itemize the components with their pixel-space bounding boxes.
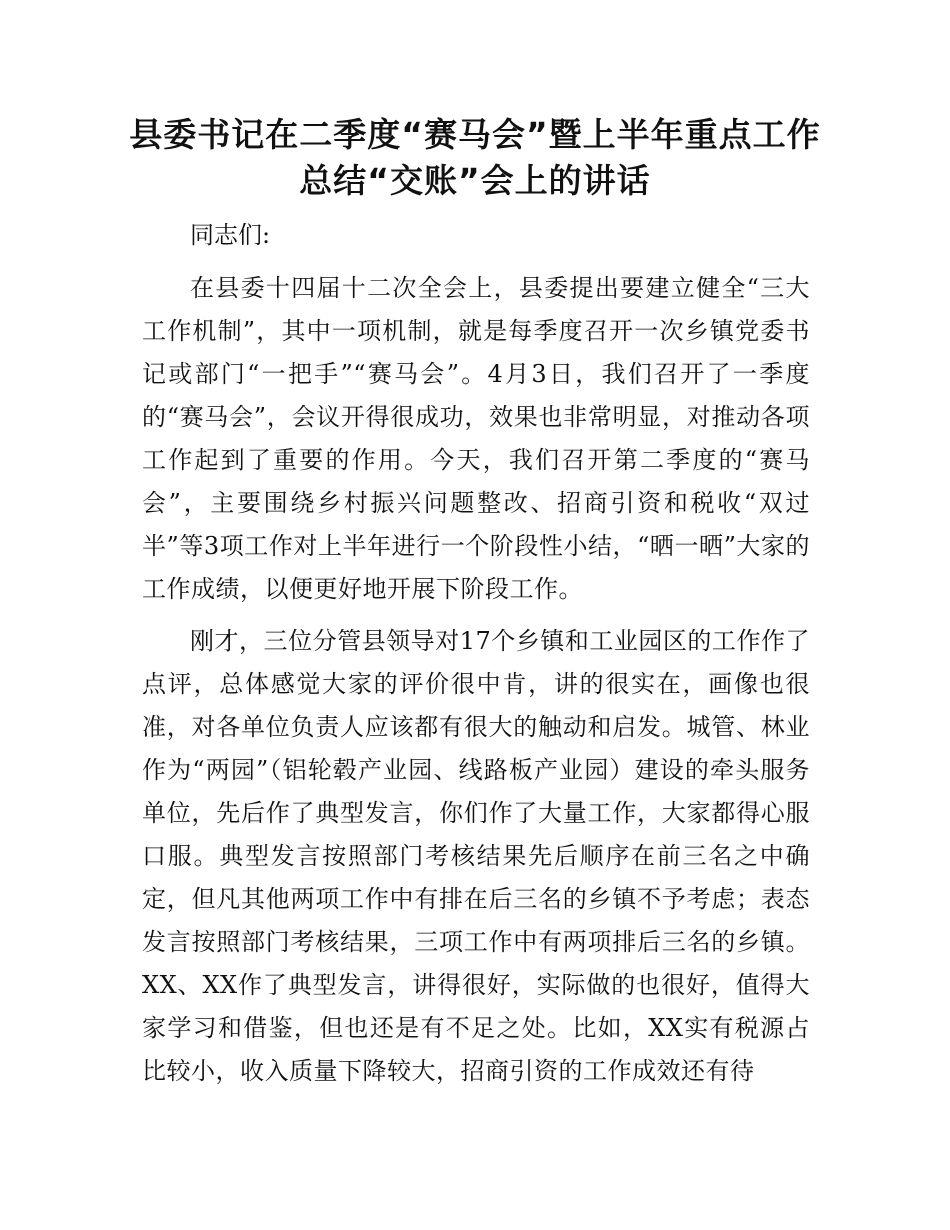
document-body [142, 213, 810, 1102]
document-title: 县委书记在二季度“赛马会”暨上半年重点工作总结“交账”会上的讲话 [129, 115, 821, 200]
paragraph-1: 在县委十四届十二次全会上，县委提出要建立健全“三大工作机制”，其中一项机制，就是每季度召开一次乡镇党委书记或部门“一把手”“赛马会”。4月3日，我们召开了一季度的“赛马会”，会议开得很成功，效果也非常明显，对推动各项工作起到了重要的作用。今天，我们召开第二季度的“赛马会”，主要围绕乡村振兴问题整改、招商引资和税收“双过半”等3项工作对上半年进行一个阶段性小结，“晒一晒”大家的工作成绩，以便更好地开展下阶段工作。 [142, 274, 810, 603]
paragraph-2: 刚才，三位分管县领导对17个乡镇和工业园区的工作作了点评，总体感觉大家的评价很中肯，讲的很实在，画像也很准，对各单位负责人应该都有很大的触动和启发。城管、林业作为“两园”（铝轮毂产业园、线路板产业园）建设的牵头服务单位，先后作了典型发言，你们作了大量工作，大家都得心服口服。典型发言按照部门考核结果先后顺序在前三名之中确定，但凡其他两项工作中有排在后三名的乡镇不予考虑；表态发言按照部门考核结果，三项工作中有两项排后三名的乡镇。XX、XX作了典型发言，讲得很好，实际做的也很好，值得大家学习和借鉴，但也还是有不足之处。比如，XX实有税源占比较小，收入质量下降较大，招商引资的工作成效还有待 [142, 627, 810, 1085]
greeting: 同志们: [190, 221, 271, 249]
